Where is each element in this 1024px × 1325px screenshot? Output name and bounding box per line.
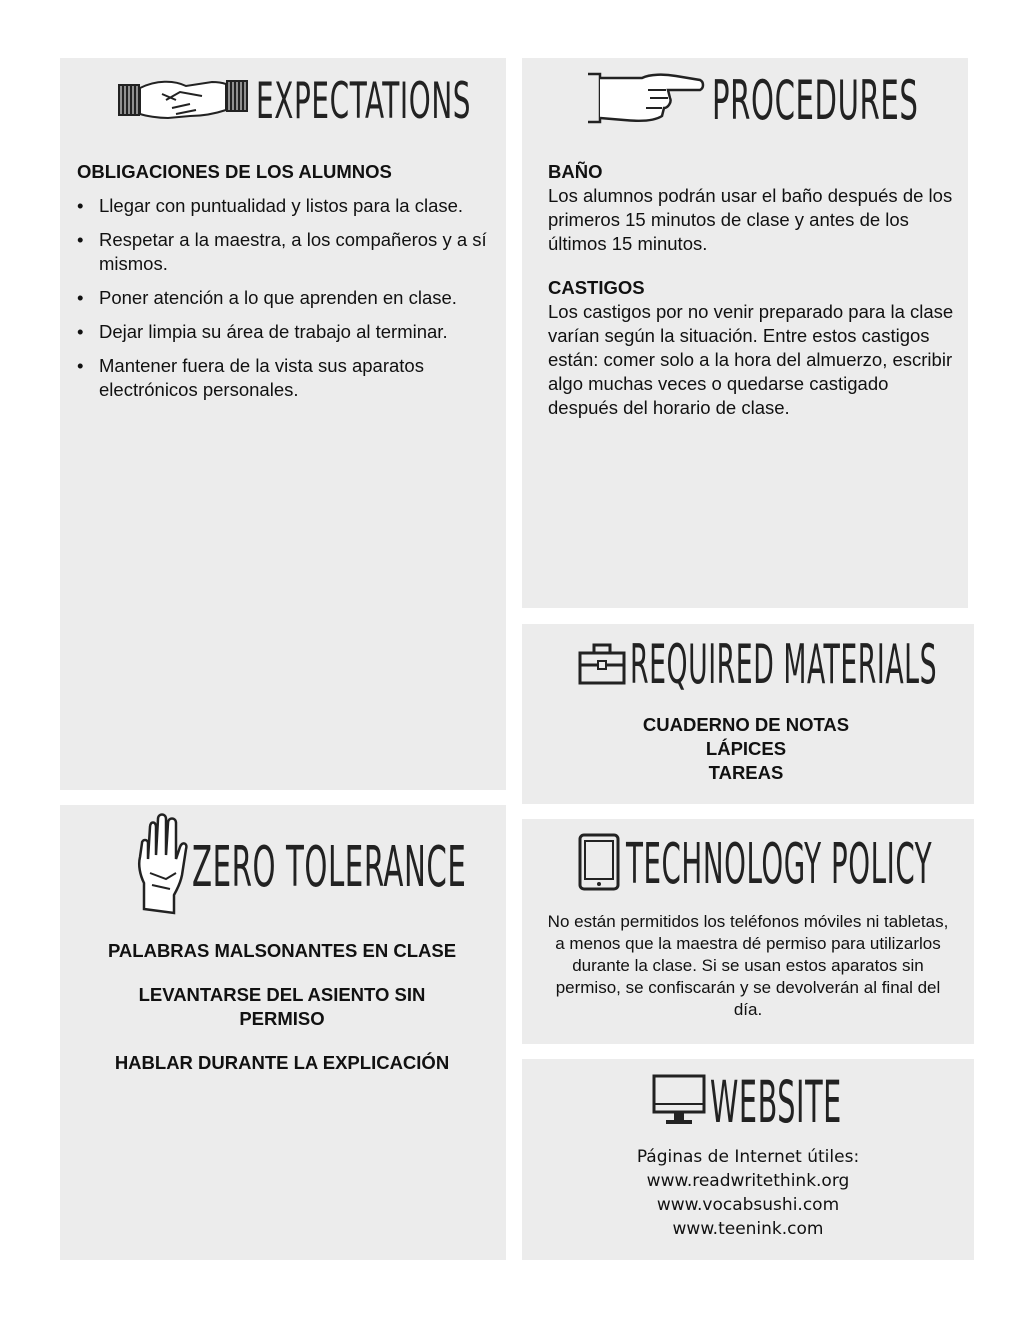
zero-tolerance-panel [60,805,506,1260]
expectations-title: EXPECTATIONS [256,71,472,130]
monitor-icon [652,1074,706,1131]
technology-header [578,833,1024,896]
expectations-panel [60,58,506,790]
materials-list [522,713,970,785]
expectations-heading: OBLIGACIONES DE LOS ALUMNOS [77,161,392,182]
pointing-hand-icon [584,68,706,133]
list-item: HABLAR DURANTE LA EXPLICACIÓN [114,1052,450,1073]
procedures-header [584,68,1024,133]
website-list [522,1145,974,1241]
website-panel [522,1059,974,1260]
list-item: • Poner atención a lo que aprenden en clase. [77,286,497,310]
website-title: WEBSITE [710,1068,842,1136]
handshake-icon [116,70,250,131]
raised-hand-icon [136,813,190,922]
list-item: CUADERNO DE NOTAS [642,714,850,735]
zero-tolerance-title: ZERO TOLERANCE [192,834,467,900]
materials-title: REQUIRED MATERIALS [630,633,938,696]
website-link[interactable]: www.readwritethink.org [646,1171,850,1191]
list-item: LÁPICES [705,738,787,759]
tablet-icon [578,833,620,896]
punishment-heading: CASTIGOS [548,277,645,298]
expectations-list [77,194,497,402]
technology-title: TECHNOLOGY POLICY [626,831,933,897]
list-item: LEVANTARSE DEL ASIENTO SIN PERMISO [138,984,426,1029]
technology-text: No están permitidos los teléfonos móviles ni tabletas, a menos que la maestra dé permiso para utilizarlos durante la clase. Si se usan estos aparatos sin permiso, se confiscarán y se devolverán al final del día. [547,912,949,1019]
list-item: • Dejar limpia su área de trabajo al terminar. [77,320,497,344]
bath-heading: BAÑO [548,161,603,182]
materials-panel [522,624,974,804]
toolbox-icon [578,639,626,692]
website-link[interactable]: www.vocabsushi.com [656,1195,840,1215]
list-item: TAREAS [708,762,784,783]
list-item: • Llegar con puntualidad y listos para la clase. [77,194,497,218]
procedures-title: PROCEDURES [712,68,919,132]
list-item: • Mantener fuera de la vista sus aparatos electrónicos personales. [77,354,497,402]
website-header [652,1068,950,1136]
materials-header [578,633,1024,696]
website-link[interactable]: www.teenink.com [672,1219,824,1239]
bath-text: Los alumnos podrán usar el baño después de los primeros 15 minutos de clase y antes de los últimos 15 minutos. [548,185,953,254]
technology-panel [522,819,974,1044]
punishment-text: Los castigos por no venir preparado para la clase varían según la situación. Entre estos castigos están: comer solo a la hora del almuerzo, escribir algo muchas veces o quedarse castigado después del horario de clase. [548,301,954,418]
list-item: • Respetar a la maestra, a los compañeros y a sí mismos. [77,228,497,276]
website-intro: Páginas de Internet útiles: [636,1147,860,1167]
zero-tolerance-list [72,939,492,1075]
list-item: PALABRAS MALSONANTES EN CLASE [107,940,457,961]
procedures-panel [522,58,968,608]
